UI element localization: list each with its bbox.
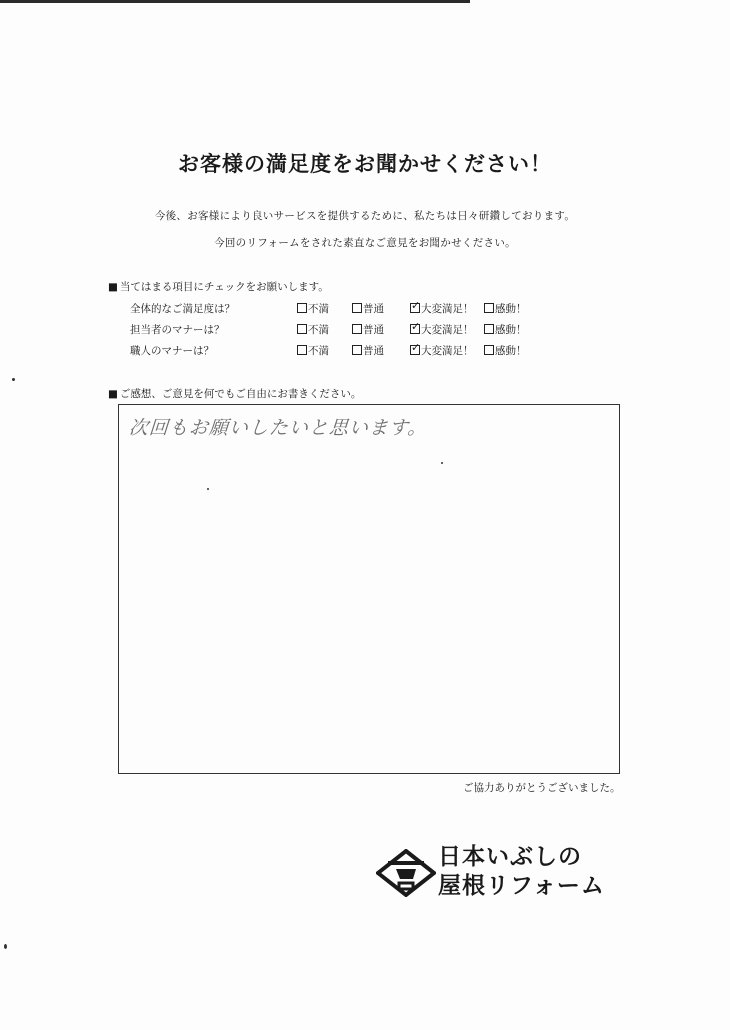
question-label: 職人のマナーは？ [130,345,214,357]
handwritten-comment: 次回もお願いしたいと思います。 [128,417,429,439]
checkbox-icon[interactable] [484,345,494,355]
bullet-square: ■ [108,281,118,293]
option-dissatisfied[interactable] [297,322,329,337]
checkbox-icon[interactable] [410,341,421,355]
option-label: 不満 [308,324,329,336]
option-label: 感動！ [495,345,527,357]
logo-tile [396,869,416,879]
question-row-craftsman-manners [130,343,550,363]
roof-tile-logo-icon [376,849,436,897]
intro-line-2: 今回のリフォームをされた素直なご意見をお聞かせください。 [214,237,516,249]
checkbox-icon[interactable] [410,299,421,313]
option-very-satisfied[interactable] [410,322,474,337]
option-average[interactable] [352,301,384,316]
checkbox-icon[interactable] [352,324,362,334]
checkbox-icon[interactable] [297,303,307,313]
option-label: 大変満足！ [421,345,474,357]
option-dissatisfied[interactable] [297,301,329,316]
checkbox-icon[interactable] [410,320,421,334]
checkbox-icon[interactable] [484,324,494,334]
question-row-staff-manners [130,322,550,342]
comments-heading [108,386,361,401]
option-label: 大変満足！ [421,303,474,315]
bullet-square: ■ [108,388,118,400]
option-label: 普通 [363,324,384,336]
scan-speck [4,944,7,949]
option-label: 不満 [308,345,329,357]
checklist-heading-text: 当てはまる項目にチェックをお願いします。 [119,281,329,293]
option-dissatisfied[interactable] [297,343,329,358]
option-average[interactable] [352,343,384,358]
scan-speck [12,378,15,381]
checkbox-icon[interactable] [352,345,362,355]
option-very-satisfied[interactable] [410,343,474,358]
question-row-overall [130,301,550,321]
option-label: 感動！ [495,303,527,315]
checkbox-icon[interactable] [297,324,307,334]
checkbox-icon[interactable] [484,303,494,313]
option-label: 普通 [363,345,384,357]
checkmark-icon: ✓ [411,320,421,333]
checkmark-icon: ✓ [411,341,421,354]
question-label: 全体的なご満足度は？ [130,303,235,315]
option-label: 大変満足！ [421,324,474,336]
thanks-note: ご協力ありがとうございました。 [463,782,621,794]
intro-line-1: 今後、お客様により良いサービスを提供するために、私たちは日々研鑽しております。 [154,210,576,222]
option-label: 感動！ [495,324,527,336]
option-impressed[interactable] [484,301,527,316]
logo-line-1: 日本いぶしの [438,844,582,870]
scan-edge [0,0,470,3]
option-label: 普通 [363,303,384,315]
logo-line-2: 屋根リフォーム [438,873,605,899]
option-label: 不満 [308,303,329,315]
logo-base [399,883,413,889]
logo-text [438,843,605,901]
option-average[interactable] [352,322,384,337]
checkbox-icon[interactable] [352,303,362,313]
checkmark-icon: ✓ [411,299,421,312]
question-label: 担当者のマナーは？ [130,324,225,336]
comments-heading-text: ご感想、ご意見を何でもご自由にお書きください。 [119,388,362,400]
checklist-heading [108,279,329,294]
option-impressed[interactable] [484,343,527,358]
checkbox-icon[interactable] [297,345,307,355]
company-logo [376,843,636,903]
option-very-satisfied[interactable] [410,301,474,316]
page-title: お客様の満足度をお聞かせください！ [178,152,552,176]
comment-box[interactable] [118,404,620,774]
option-impressed[interactable] [484,322,527,337]
